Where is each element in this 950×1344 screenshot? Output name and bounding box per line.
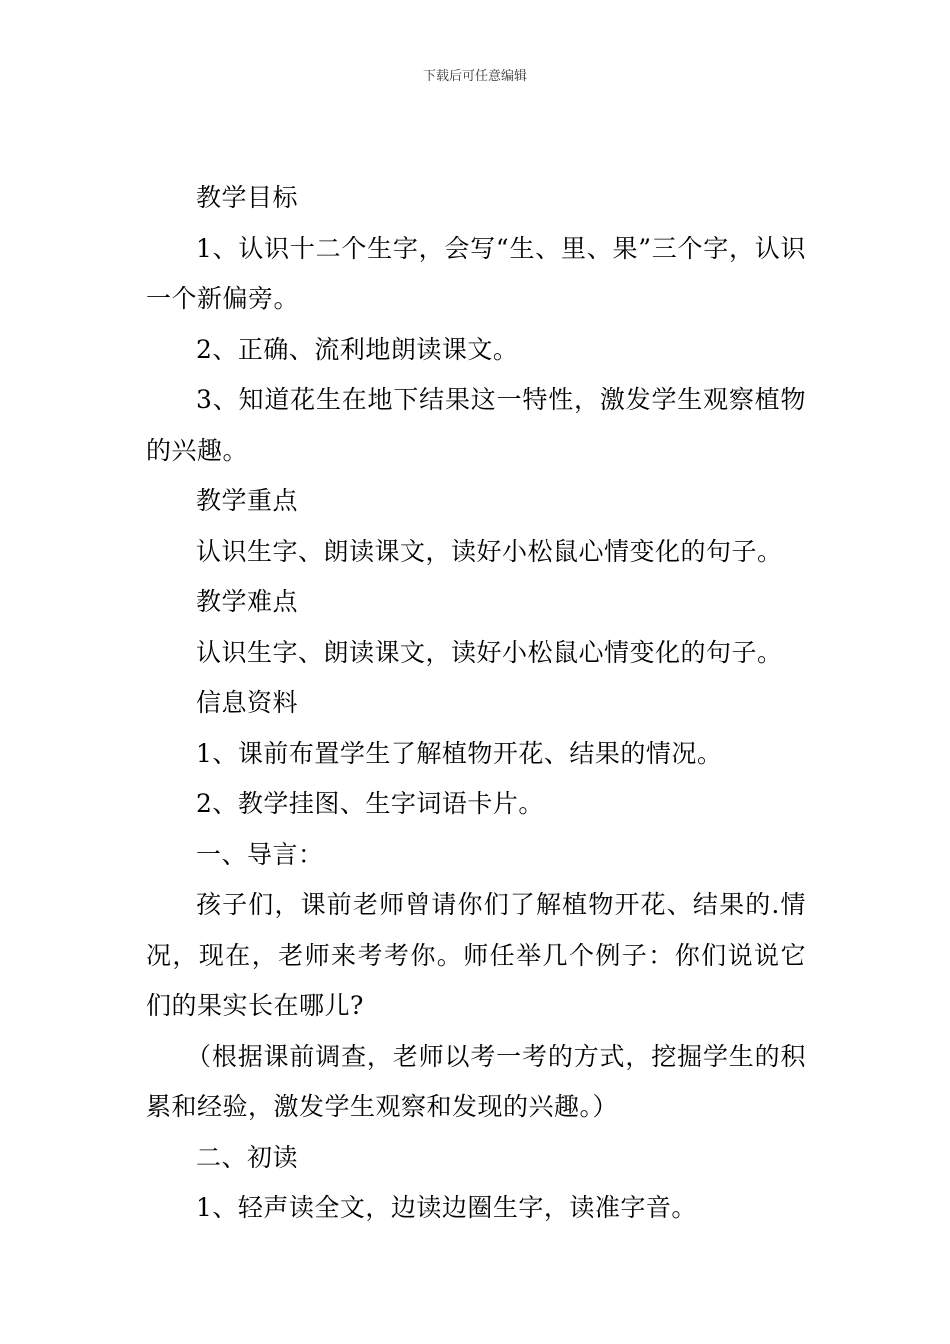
heading-teaching-goals: 教学目标 xyxy=(196,183,299,212)
goal-item-3: 3、知道花生在地下结果这一特性，激发学生观察植物的兴趣。 xyxy=(146,385,806,465)
goal-item-2: 2、正确、流利地朗读课文。 xyxy=(196,334,519,364)
first-reading-item-1: 1、轻声读全文，边读边圈生字，读准字音。 xyxy=(196,1193,697,1222)
heading-materials: 信息资料 xyxy=(196,688,299,717)
goal-item-1: 1、认识十二个生字，会写“生、里、果”三个字，认识一个新偏旁。 xyxy=(146,233,806,313)
page-header-note: 下载后可任意编辑 xyxy=(422,69,527,84)
difficulties-text: 认识生字、朗读课文，读好小松鼠心情变化的句子。 xyxy=(196,637,783,667)
heading-difficulties: 教学难点 xyxy=(196,587,299,616)
heading-key-points: 教学重点 xyxy=(196,486,299,515)
introduction-note: （根据课前调查，老师以考一考的方式，挖掘学生的积累和经验，激发学生观察和发现的兴趣。） xyxy=(146,1041,806,1121)
introduction-text: 孩子们，课前老师曾请你们了解植物开花、结果的.情况，现在，老师来考考你。师任举几个例子：你们说说它们的果实长在哪儿? xyxy=(146,890,806,1020)
key-points-text: 认识生字、朗读课文，读好小松鼠心情变化的句子。 xyxy=(196,536,783,566)
section-first-reading-heading: 二、初读 xyxy=(196,1142,299,1172)
section-introduction-heading: 一、导言： xyxy=(196,839,324,869)
materials-item-2: 2、教学挂图、生字词语卡片。 xyxy=(196,789,544,818)
materials-item-1: 1、课前布置学生了解植物开花、结果的情况。 xyxy=(196,738,723,768)
document-body xyxy=(146,173,806,1234)
